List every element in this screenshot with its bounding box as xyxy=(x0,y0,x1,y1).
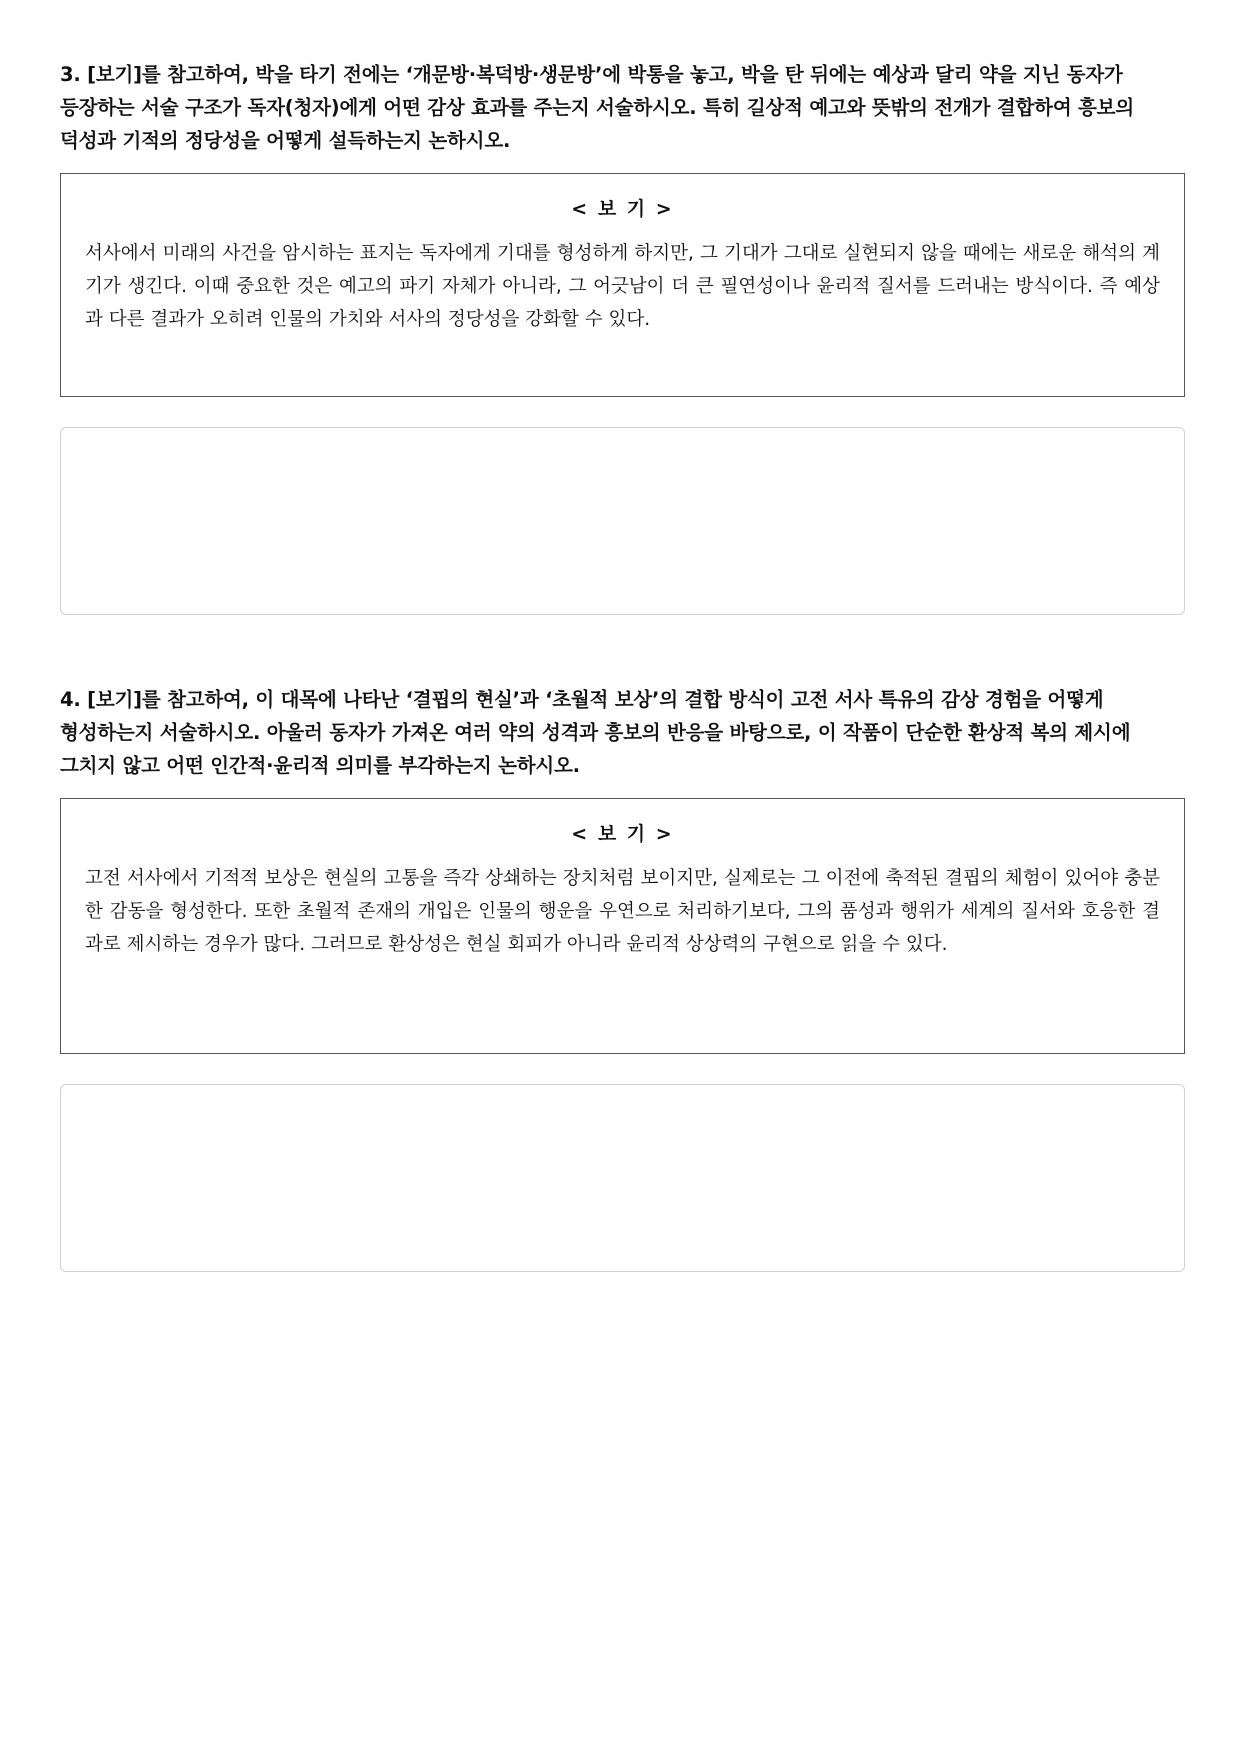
question-3 xyxy=(60,58,1185,615)
bogi-box xyxy=(60,798,1185,1054)
bogi-text: 고전 서사에서 기적적 보상은 현실의 고통을 즉각 상쇄하는 장치처럼 보이지만, 실제로는 그 이전에 축적된 결핍의 체험이 있어야 충분한 감동을 형성한다. 또한 초월적 존재의 개입은 인물의 행운을 우연으로 처리하기보다, 그의 품성과 행위가 세계의 질서와 호응한 결과로 제시하는 경우가 많다. 그러므로 환상성은 현실 회피가 아니라 윤리적 상상력의 구현으로 읽을 수 있다. xyxy=(85,868,1160,955)
bogi-text: 서사에서 미래의 사건을 암시하는 표지는 독자에게 기대를 형성하게 하지만, 그 기대가 그대로 실현되지 않을 때에는 새로운 해석의 계기가 생긴다. 이때 중요한 것은 예고의 파기 자체가 아니라, 그 어긋남이 더 큰 필연성이나 윤리적 질서를 드러내는 방식이다. 즉 예상과 다른 결과가 오히려 인물의 가치와 서사의 정당성을 강화할 수 있다. xyxy=(85,243,1160,330)
question-4 xyxy=(60,683,1185,1272)
bogi-title: < 보 기 > xyxy=(571,198,674,220)
answer-box[interactable] xyxy=(60,1084,1185,1272)
question-prompt: 4. [보기]를 참고하여, 이 대목에 나타난 ‘결핍의 현실’과 ‘초월적 보상’의 결합 방식이 고전 서사 특유의 감상 경험을 어떻게 형성하는지 서술하시오. 아울러 동자가 가져온 여러 약의 성격과 흥보의 반응을 바탕으로, 이 작품이 단순한 환상적 복의 제시에 그치지 않고 어떤 인간적·윤리적 의미를 부각하는지 논하시오. xyxy=(60,688,1131,777)
worksheet-page xyxy=(60,58,1185,1272)
bogi-title: < 보 기 > xyxy=(571,823,674,845)
bogi-box xyxy=(60,173,1185,397)
answer-box[interactable] xyxy=(60,427,1185,615)
question-prompt: 3. [보기]를 참고하여, 박을 타기 전에는 ‘개문방·복덕방·생문방’에 박통을 놓고, 박을 탄 뒤에는 예상과 달리 약을 지닌 동자가 등장하는 서술 구조가 독자(청자)에게 어떤 감상 효과를 주는지 서술하시오. 특히 길상적 예고와 뜻밖의 전개가 결합하여 흥보의 덕성과 기적의 정당성을 어떻게 설득하는지 논하시오. xyxy=(60,63,1134,152)
